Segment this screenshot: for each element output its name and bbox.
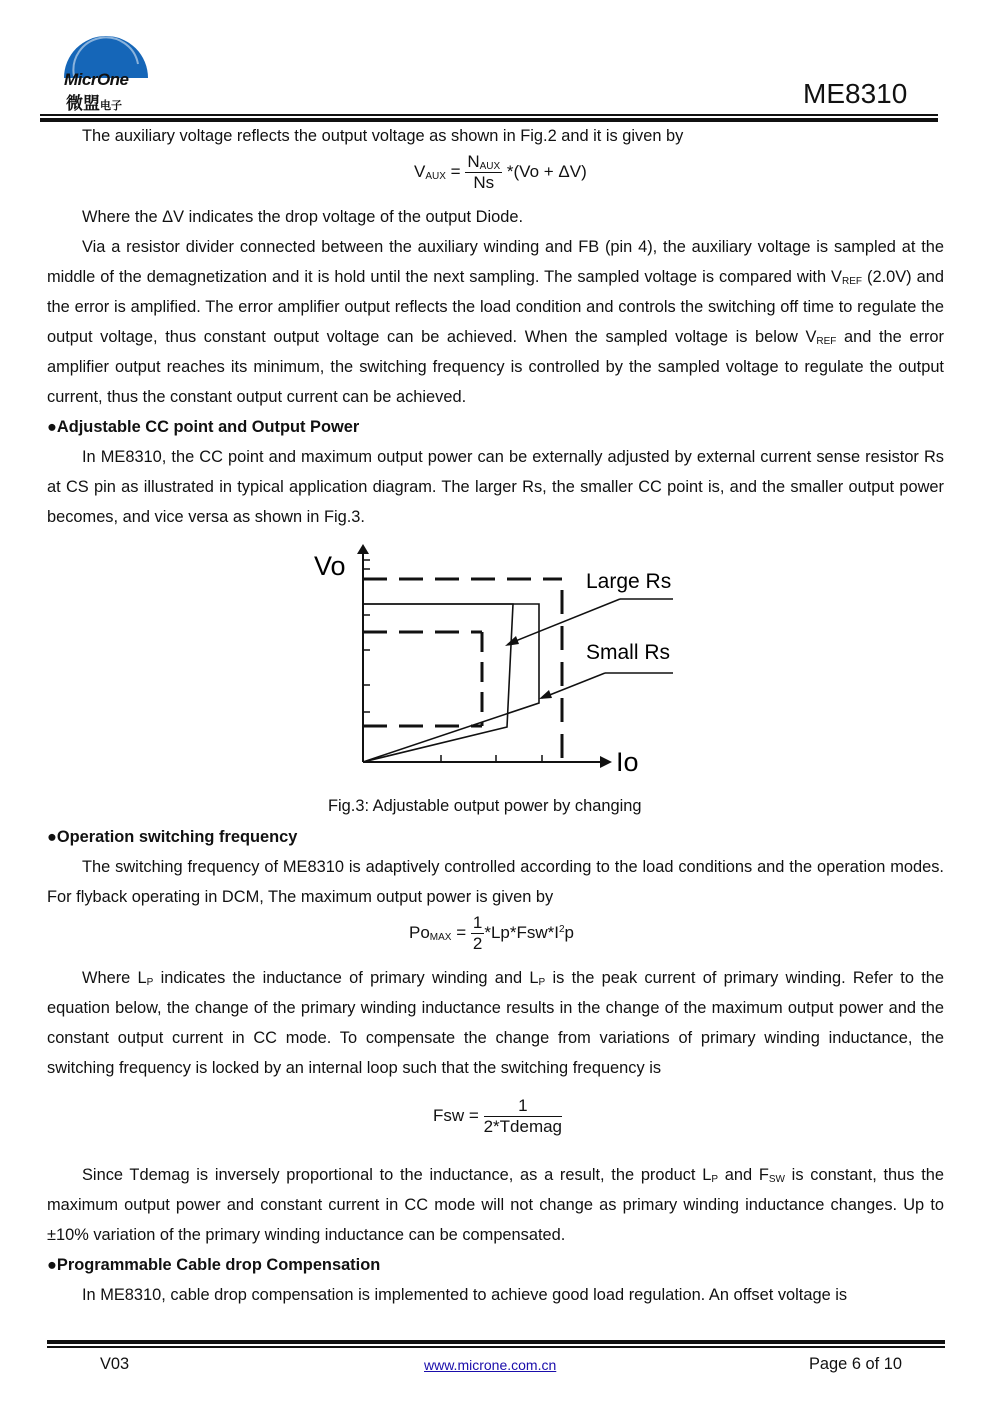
paragraph-aux-intro: The auxiliary voltage reflects the output voltage as shown in Fig.2 and it is given by (82, 127, 684, 145)
footer-website-link[interactable]: www.microne.com.cn (424, 1357, 557, 1373)
header-rule-thick (40, 118, 938, 122)
section-heading-switching-frequency: ●Operation switching frequency (47, 828, 298, 846)
logo-text: MicrOne (64, 70, 129, 89)
small-rs-curve (363, 604, 513, 762)
logo-cn-text: 微盟电子 (66, 94, 122, 113)
small-rs-label: Small Rs (586, 641, 671, 664)
y-axis-arrow (357, 544, 369, 554)
part-number: ME8310 (803, 78, 908, 109)
x-axis-label: Io (616, 747, 639, 777)
small-rs-arrow (542, 673, 605, 698)
figure-output-power-diagram (300, 540, 700, 780)
large-rs-label: Large Rs (586, 570, 672, 593)
footer-page-number: Page 6 of 10 (809, 1355, 902, 1373)
header-rule-thin (40, 114, 938, 116)
paragraph-resistor-divider: Via a resistor divider connected between the auxiliary winding and FB (pin 4), the auxiliary voltage is sampled at the middle of the demagnetization and it is hold until the next sampling. The sampled voltage is compared with $V_{REF}$ (2.0V) and the error is amplified. The error amplifier output reflects the load condition and controls the switching off time to regulate the output voltage, thus constant output voltage can be achieved. When the sampled voltage is below $V_{REF}$ and the error amplifier output reaches its minimum, the switching frequency is controlled by the sampled voltage to regulate the output current, thus the constant output current can be achieved. (47, 238, 944, 406)
paragraph-primary-inductance: Where $L_P$ indicates the inductance of primary winding and $L_P$ is the peak current of primary winding. Refer to the equation below, the change of the primary winding inductance results in the change of the maximum output power and the constant output current in CC mode. To compensate the change from variations of primary winding inductance, the switching frequency is locked by an internal loop such that the switching frequency is (47, 969, 944, 1077)
equation-fsw: Fsw = $\frac{1}{\text{2*Tdemag}}$ (433, 1096, 563, 1136)
paragraph-cc-point: In ME8310, the CC point and maximum output power can be externally adjusted by external current sense resistor Rs at CS pin as illustrated in typical application diagram. The larger Rs, the smaller CC point is, and the smaller output power becomes, and vice versa as shown in Fig.3. (47, 448, 944, 526)
section-heading-cable-compensation: ●Programmable Cable drop Compensation (47, 1256, 381, 1274)
figure-caption: Fig.3: Adjustable output power by changing (328, 797, 642, 815)
large-rs-arrow (508, 599, 620, 644)
paragraph-switching-frequency: The switching frequency of ME8310 is adaptively controlled according to the load conditions and the operation modes. For flyback operating in DCM, The maximum output power is given by (47, 858, 944, 906)
footer-rule-thin (47, 1346, 945, 1348)
footer-rule-thick (47, 1340, 945, 1344)
footer-version: V03 (100, 1355, 130, 1373)
company-logo (62, 34, 150, 113)
paragraph-tdemag: Since Tdemag is inversely proportional to the inductance, as a result, the product $L_P$ and $F_{SW}$ is constant, thus the maximum output power and constant current in CC mode will not change as primary winding inductance changes. Up to ±10% variation of the primary winding inductance can be compensated. (47, 1166, 944, 1244)
y-axis-label: Vo (314, 551, 346, 581)
equation-pomax: $Po_{MAX}$ = $\frac{1}{2}$ $*Lp*Fsw*I^2p$ (409, 913, 575, 953)
paragraph-cable-compensation: In ME8310, cable drop compensation is implemented to achieve good load regulation. An offset voltage is (82, 1286, 848, 1304)
paragraph-delta-v: Where the ΔV indicates the drop voltage of the output Diode. (82, 208, 524, 226)
section-heading-cc-point: ●Adjustable CC point and Output Power (47, 418, 360, 436)
x-axis-arrow (600, 756, 612, 768)
equation-vaux: $V_{AUX}$ = $\frac{N_{AUX}}{Ns}$ *(Vo + ΔV) (414, 152, 587, 192)
